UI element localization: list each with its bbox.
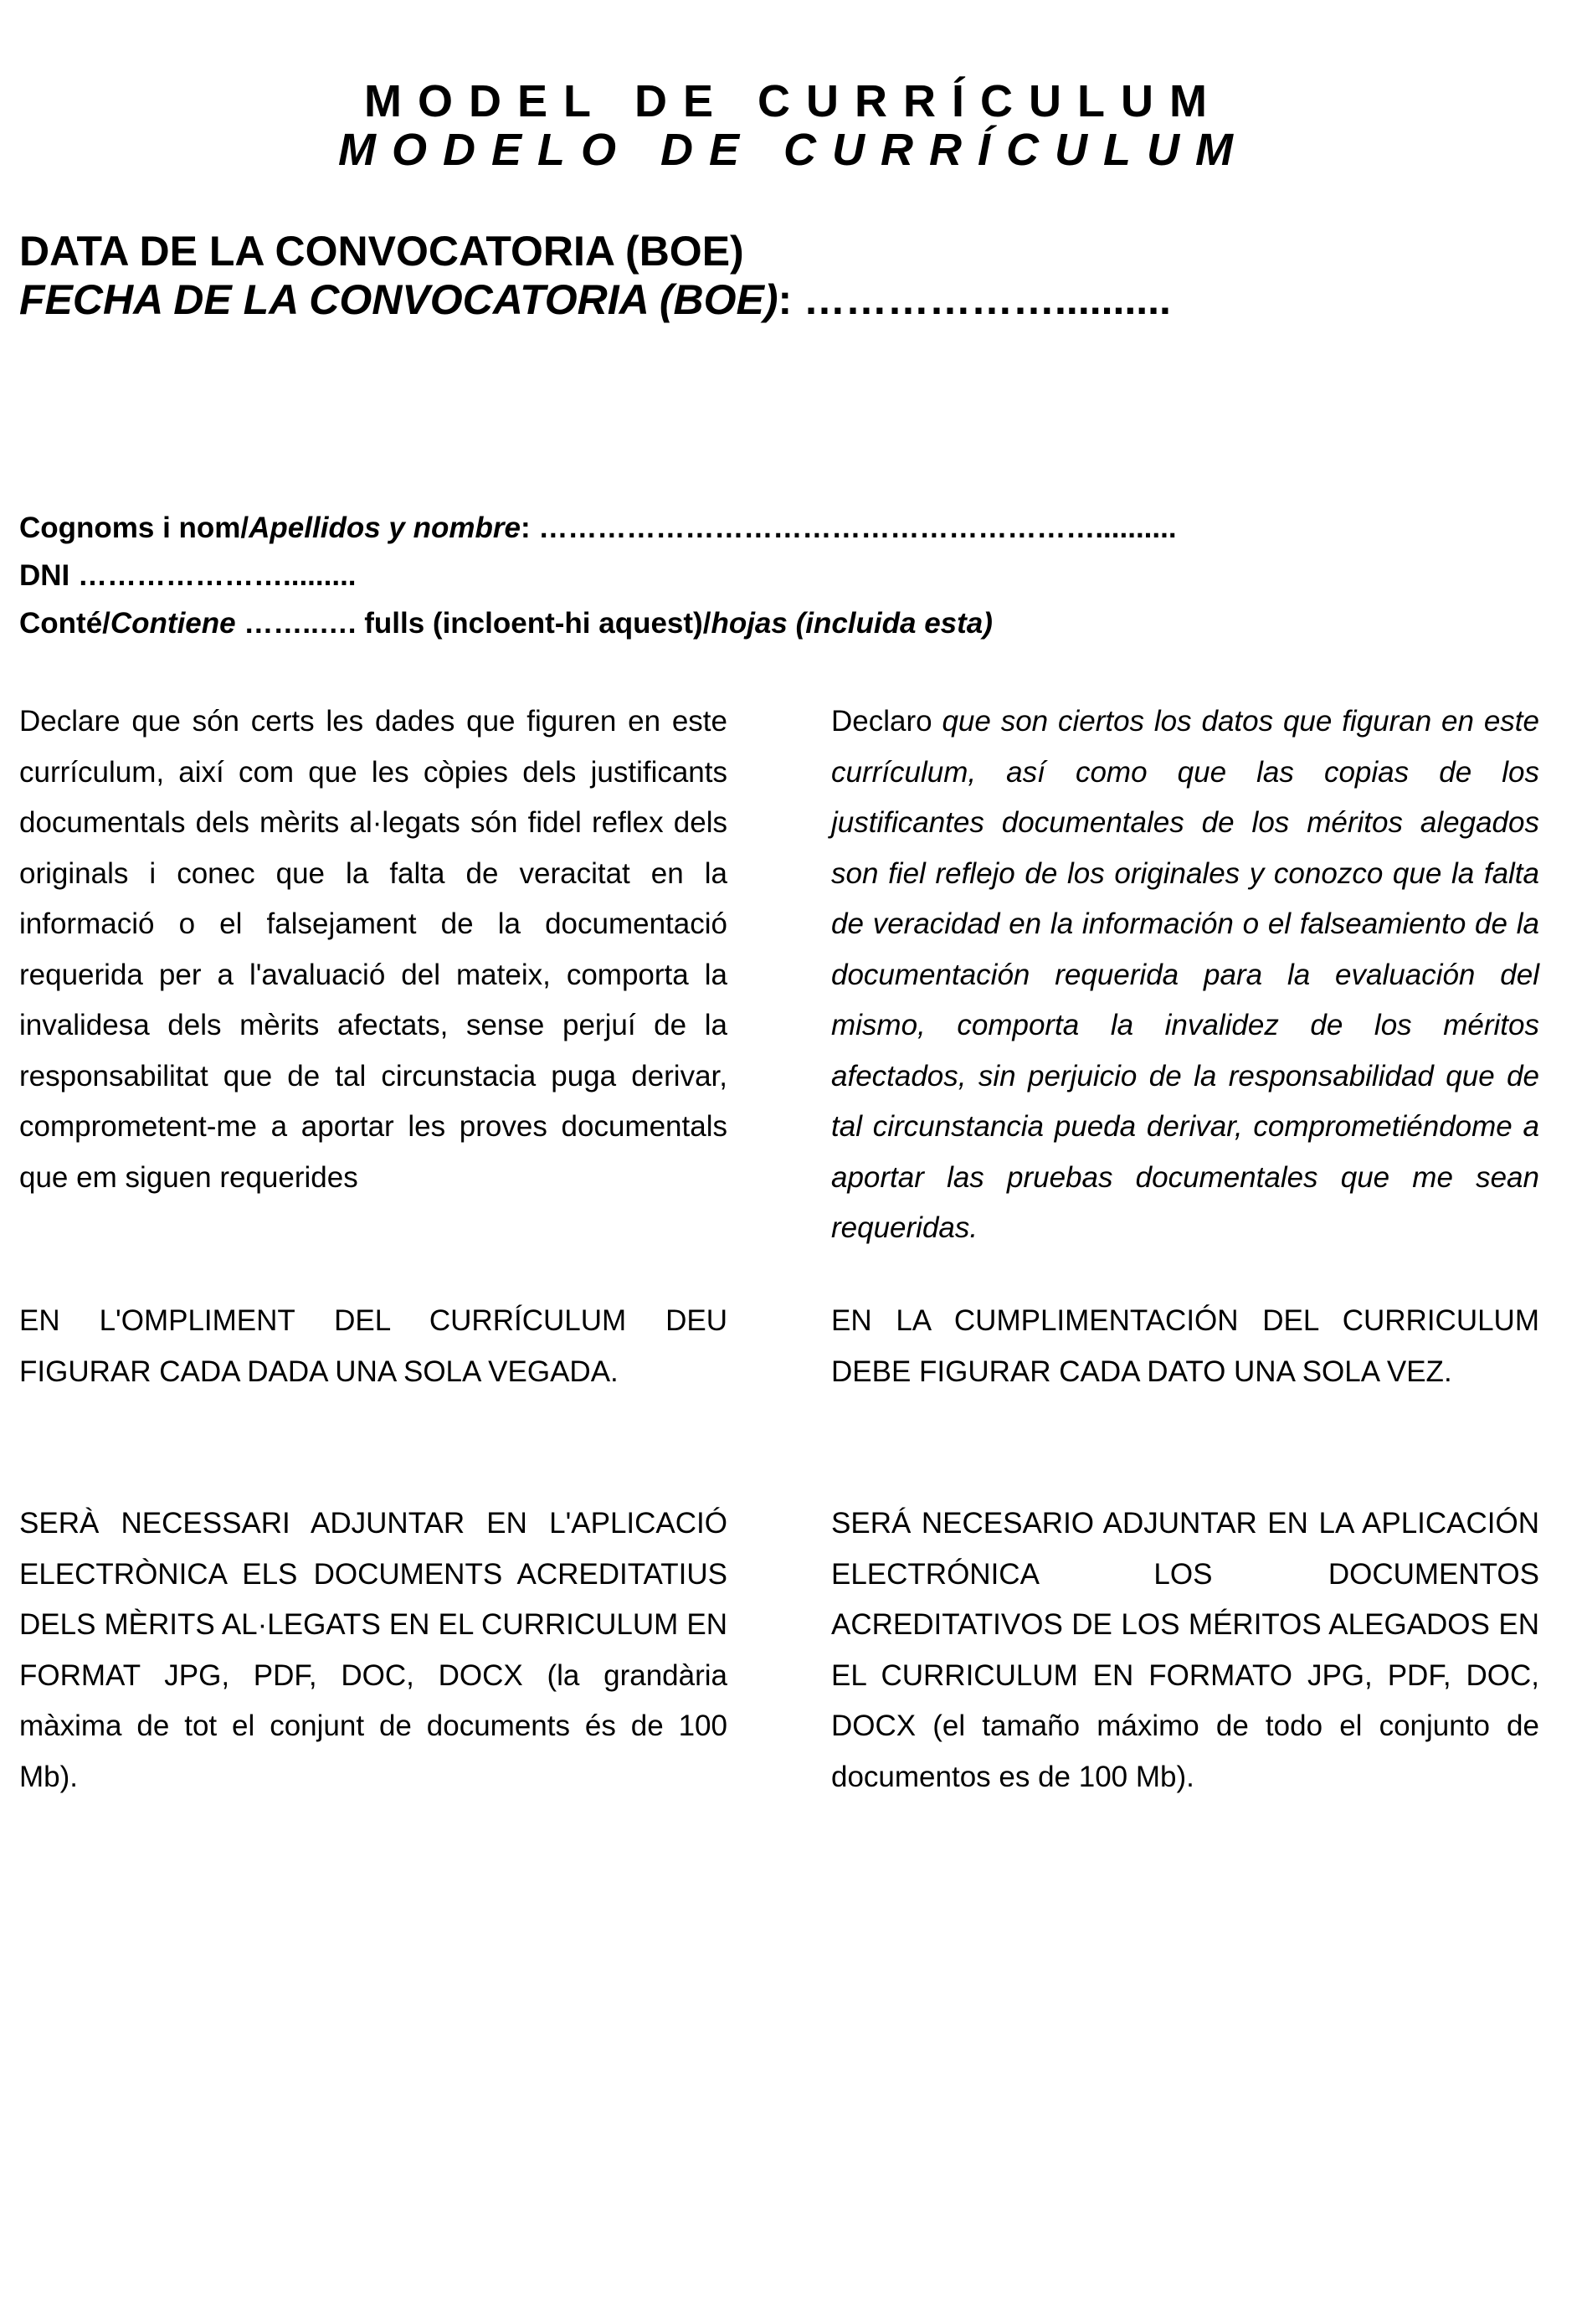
dni-field-row — [19, 552, 1177, 599]
declaration-lead-spanish: Declaro — [831, 705, 932, 738]
pages-suffix-spanish: hojas (incluida esta) — [711, 607, 993, 640]
name-label-spanish: Apellidos y nombre — [249, 512, 521, 544]
pages-field-row — [19, 599, 1177, 647]
pages-count-blank[interactable]: ……..…. — [235, 607, 365, 640]
name-field-row — [19, 504, 1177, 552]
declaration-text-catalan: Declare que són certs les dades que figuren en este currículum, així com que les còpies dels justificants documentals dels mèrits al·legats són fidel reflex dels originals i conec que la falta de veracitat en la informació o el falsejament de la documentació requerida per a l'avaluació del mateix, comporta la invalidesa dels mèrits afectats, sense perjuí de la responsabilitat que de tal circunstacia puga derivar, comprometent-me a aportar les proves documentals que em siguen requerides — [19, 705, 727, 1194]
name-label-catalan: Cognoms i nom/ — [19, 512, 249, 544]
convocatoria-date-colon: : — [778, 276, 793, 323]
title-catalan: MODEL DE CURRÍCULUM — [364, 76, 1223, 126]
declaration-spanish — [831, 697, 1539, 1254]
name-blank[interactable]: ………………………………………………….......... — [538, 512, 1177, 544]
declaration-catalan — [19, 697, 727, 1203]
declaration-body-spanish: que son ciertos los datos que figuran en este currículum, así como que las copias de los justificantes documentales de los méritos alegados son fiel reflejo de los originales y conozco que la falta de veracidad en la información o el falseamiento de la documentación requerida para la evaluación del mismo, comporta la invalidez de los méritos afectados, sin perjuicio de la responsabilidad que de tal circunstancia pueda derivar, comprometiéndome a aportar las pruebas documentales que me sean requeridas. — [831, 705, 1539, 1244]
contains-label-spanish: Contiene — [110, 607, 236, 640]
convocatoria-date-label-catalan: DATA DE LA CONVOCATORIA (BOE) — [19, 228, 744, 275]
fill-notice-text-catalan: EN L'OMPLIMENT DEL CURRÍCULUM DEU FIGURAR CADA DADA UNA SOLA VEGADA. — [19, 1304, 727, 1388]
fill-notice-text-spanish: EN LA CUMPLIMENTACIÓN DEL CURRICULUM DEBE FIGURAR CADA DATO UNA SOLA VEZ. — [831, 1304, 1539, 1388]
attachment-notice-text-spanish: SERÁ NECESARIO ADJUNTAR EN LA APLICACIÓN ELECTRÓNICA LOS DOCUMENTOS ACREDITATIVOS DE LOS MÉRITOS ALEGADOS EN EL CURRICULUM EN FORMATO JPG, PDF, DOC, DOCX (el tamaño máximo de todo el conjunto de documentos es de 100 Mb). — [831, 1507, 1539, 1793]
pages-suffix-catalan: fulls (incloent-hi aquest)/ — [364, 607, 711, 640]
fill-notice-spanish — [831, 1296, 1539, 1397]
attachment-notice-text-catalan: SERÀ NECESSARI ADJUNTAR EN L'APLICACIÓ ELECTRÒNICA ELS DOCUMENTS ACREDITATIUS DELS MÈRITS AL·LEGATS EN EL CURRICULUM EN FORMAT JPG, PDF, DOC, DOCX (la grandària màxima de tot el conjunt de documents és de 100 Mb). — [19, 1507, 727, 1793]
declaration-text-spanish — [831, 697, 1539, 1254]
fill-notice-catalan — [19, 1296, 727, 1397]
applicant-fields — [19, 504, 1177, 647]
dni-blank[interactable]: …………………......... — [78, 559, 357, 592]
convocatoria-date-label-spanish: FECHA DE LA CONVOCATORIA (BOE) — [19, 276, 778, 323]
name-colon: : — [520, 512, 539, 544]
dni-label: DNI — [19, 559, 78, 592]
title-spanish: MODELO DE CURRÍCULUM — [338, 125, 1249, 175]
contains-label-catalan: Conté/ — [19, 607, 110, 640]
attachment-notice-catalan — [19, 1499, 727, 1802]
convocatoria-date-line-spanish — [19, 275, 1171, 325]
convocatoria-date-blank[interactable]: ……………….......... — [792, 276, 1171, 323]
attachment-notice-spanish — [831, 1499, 1539, 1802]
